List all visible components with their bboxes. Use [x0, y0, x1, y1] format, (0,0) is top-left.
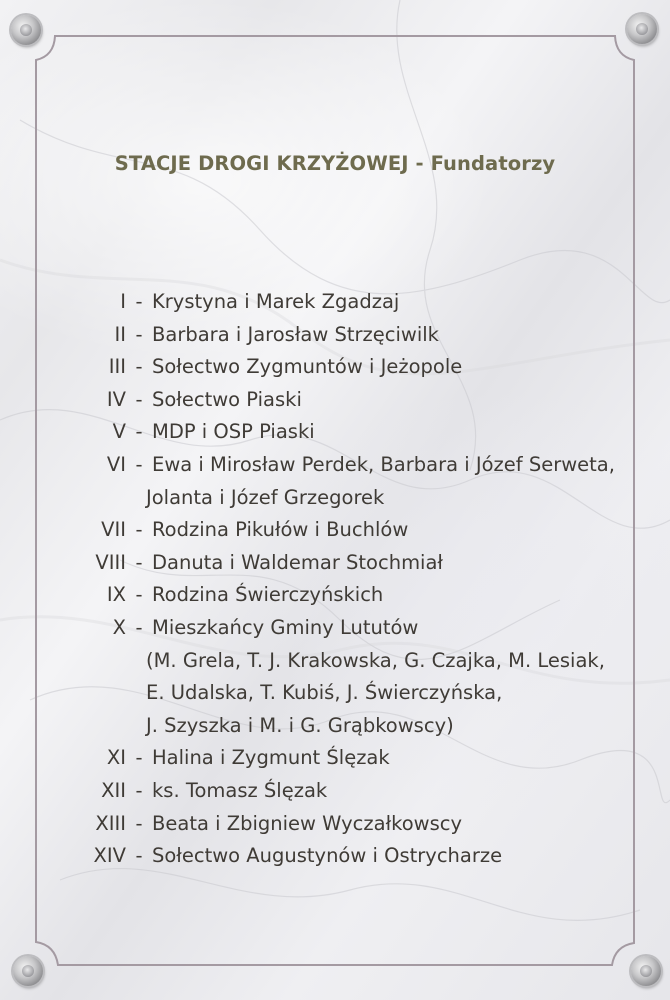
station-row: [80, 612, 650, 645]
station-founders: Rodzina Świerczyńskich: [152, 583, 384, 607]
station-founders: Ewa i Mirosław Perdek, Barbara i Józef Serweta,: [152, 452, 615, 476]
station-separator: -: [135, 615, 143, 639]
station-row: [80, 384, 650, 417]
station-founders: Beata i Zbigniew Wyczałkowscy: [152, 811, 463, 835]
station-row: [80, 808, 650, 841]
station-row: [80, 286, 650, 319]
station-separator: -: [135, 322, 143, 346]
station-row: [80, 840, 650, 873]
station-number: I: [120, 290, 126, 313]
station-number: VIII: [95, 550, 126, 574]
station-founders: Rodzina Pikułów i Buchlów: [152, 518, 409, 542]
station-separator: -: [135, 387, 143, 411]
stations-list: [80, 286, 650, 873]
station-number: VII: [101, 518, 126, 542]
station-founders: Barbara i Jarosław Strzęciwilk: [152, 322, 439, 346]
station-founders: ks. Tomasz Ślęzak: [152, 778, 328, 802]
station-founders-continued: Jolanta i Józef Grzegorek: [146, 485, 385, 509]
screw-top-right-icon: [627, 14, 657, 44]
station-separator: -: [135, 844, 143, 868]
screw-top-left-icon: [11, 15, 41, 45]
station-row: [80, 416, 650, 449]
station-separator: -: [135, 811, 143, 835]
station-founders: Sołectwo Piaski: [152, 387, 302, 411]
station-number: IX: [106, 583, 126, 607]
station-number: V: [112, 420, 126, 444]
station-row: [80, 775, 650, 808]
station-number: XIII: [95, 811, 126, 835]
station-row: [80, 514, 650, 547]
station-separator: -: [135, 550, 143, 574]
station-separator: -: [135, 518, 143, 542]
station-founders-continued: J. Szyszka i M. i G. Grąbkowscy): [146, 713, 454, 737]
station-separator: -: [135, 746, 143, 770]
station-founders-continued: E. Udalska, T. Kubiś, J. Świerczyńska,: [146, 681, 503, 705]
station-number: IV: [106, 387, 126, 411]
station-number: II: [114, 322, 126, 346]
station-number: III: [108, 355, 126, 379]
station-row: [80, 351, 650, 384]
station-number: XIV: [93, 844, 126, 868]
plaque-title: [0, 152, 670, 175]
station-row: [80, 547, 650, 580]
station-founders: Sołectwo Zygmuntów i Jeżopole: [152, 355, 463, 379]
station-number: VI: [106, 452, 126, 476]
station-founders: Halina i Zygmunt Ślęzak: [152, 746, 390, 770]
station-separator: -: [135, 452, 143, 476]
station-row: [80, 319, 650, 352]
station-founders: Danuta i Waldemar Stochmiał: [152, 550, 443, 574]
station-founders: Sołectwo Augustynów i Ostrycharze: [152, 844, 503, 868]
station-founders: MDP i OSP Piaski: [152, 420, 315, 444]
title-main: STACJE DROGI KRZYŻOWEJ: [114, 152, 409, 175]
station-separator: -: [135, 583, 143, 607]
station-separator: -: [135, 778, 143, 802]
station-separator: -: [135, 420, 143, 444]
station-row: [80, 449, 650, 482]
station-founders: Krystyna i Marek Zgadzaj: [152, 290, 400, 313]
screw-bottom-right-icon: [631, 956, 661, 986]
station-separator: -: [135, 355, 143, 379]
station-row: [80, 742, 650, 775]
station-number: XI: [106, 746, 126, 770]
station-founders-continued: (M. Grela, T. J. Krakowska, G. Czajka, M. Lesiak,: [146, 648, 605, 672]
screw-bottom-left-icon: [13, 956, 43, 986]
station-founders: Mieszkańcy Gminy Lututów: [152, 615, 419, 639]
station-number: X: [112, 615, 126, 639]
station-number: XII: [101, 778, 126, 802]
station-row: [80, 579, 650, 612]
station-separator: -: [135, 290, 143, 313]
title-sub: - Fundatorzy: [415, 152, 556, 175]
